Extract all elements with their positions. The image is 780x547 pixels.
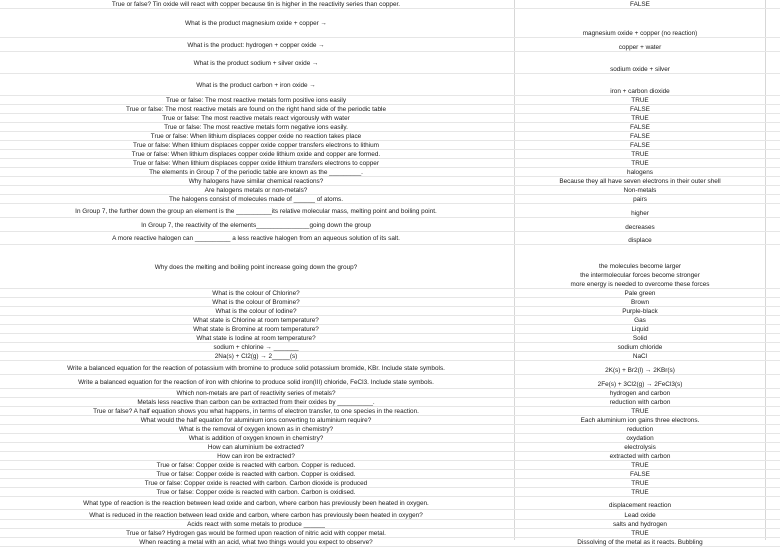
- answer-text: TRUE: [631, 480, 649, 487]
- answer-text: copper + water: [618, 44, 662, 51]
- question-text: What state is Iodine at room temperature?: [196, 335, 316, 342]
- qa-row: [0, 538, 780, 547]
- qa-row: [0, 470, 780, 479]
- question-text: True or false: When lithium displaces copper oxide lithium transfers electrons to copper: [133, 160, 379, 167]
- question-text: What is the product: hydrogen + copper oxide →: [187, 41, 325, 49]
- question-text: Metals less reactive than carbon can be extracted from their oxides by __________.: [137, 399, 375, 406]
- answer-text: sodium oxide + silver: [610, 66, 670, 73]
- qa-row: [0, 168, 780, 177]
- question-text: Which non-metals are part of reactivity series of metals?: [176, 390, 336, 397]
- qa-row: [0, 510, 780, 520]
- answer-text: TRUE: [631, 462, 649, 469]
- answer-text: extracted with carbon: [609, 453, 671, 460]
- answer-text: FALSE: [630, 1, 650, 8]
- question-text: What is the colour of Bromine?: [212, 299, 300, 306]
- answer-text: decreases: [625, 224, 655, 231]
- qa-row: [0, 96, 780, 105]
- qa-row: [0, 407, 780, 416]
- question-text: What would the half equation for aluminium ions converting to aluminium require?: [140, 417, 372, 424]
- qa-row: [0, 38, 780, 52]
- answer-text: reduction with carbon: [609, 399, 671, 406]
- question-text: True or false? A half equation shows you what happens, in terms of electron transfer, to one species in the reaction.: [93, 408, 419, 415]
- qa-row: [0, 416, 780, 425]
- answer-text: FALSE: [630, 142, 650, 149]
- answer-text: FALSE: [630, 471, 650, 478]
- question-text: What is the colour of Chlorine?: [212, 290, 300, 297]
- answer-text: pairs: [633, 196, 647, 203]
- question-text: Why does the melting and boiling point increase going down the group?: [154, 263, 358, 271]
- question-text: In Group 7, the reactivity of the elements_______________going down the group: [141, 221, 371, 229]
- question-cell: [0, 19, 512, 28]
- qa-row: [0, 177, 780, 186]
- qa-row: [0, 389, 780, 398]
- qa-row: [0, 325, 780, 334]
- question-text: True or false: The most reactive metals form negative ions easily.: [164, 124, 348, 131]
- question-text: True or false: The most reactive metals form positive ions easily: [165, 97, 347, 104]
- answer-text: halogens: [627, 169, 653, 176]
- question-cell: [0, 207, 512, 216]
- qa-row: [0, 150, 780, 159]
- question-cell: [0, 499, 512, 508]
- qa-row: [0, 289, 780, 298]
- answer-text: NaCl: [632, 353, 648, 360]
- answer-text: iron + carbon dioxide: [610, 88, 670, 95]
- answer-text: Pale green: [624, 290, 656, 297]
- question-text: Are halogens metals or non-metals?: [204, 187, 308, 194]
- qa-row: [0, 204, 780, 218]
- question-text: What state is Chlorine at room temperature?: [193, 317, 319, 324]
- qa-row: [0, 352, 780, 361]
- answer-text: displacement reaction: [608, 502, 672, 509]
- question-cell: [0, 41, 512, 50]
- question-text: Write a balanced equation for the reaction of potassium with bromine to produce solid potassium bromide, KBr. Include state symbols.: [67, 364, 445, 372]
- qa-row: [0, 361, 780, 375]
- qa-row: [0, 74, 780, 96]
- qa-row: [0, 114, 780, 123]
- question-text: When reacting a metal with an acid, what two things would you expect to observe?: [139, 539, 373, 546]
- qa-row: [0, 488, 780, 497]
- qa-row: [0, 232, 780, 245]
- answer-text: Each aluminium ion gains three electrons.: [580, 417, 700, 424]
- question-text: Why halogens have similar chemical reactions?: [188, 178, 324, 185]
- question-text: True or false: Copper oxide is reacted with carbon. Copper is reduced.: [156, 462, 356, 469]
- question-cell: [0, 221, 512, 230]
- question-text: Acids react with some metals to produce ______: [187, 521, 325, 528]
- qa-row: [0, 298, 780, 307]
- question-text: True or false: When lithium displaces copper oxide copper transfers electrons to lithium: [133, 142, 379, 149]
- question-text: 2Na(s) + Cl2(g) → 2_____(s): [214, 353, 298, 360]
- answer-text: Non-metals: [623, 187, 657, 194]
- qa-row: [0, 105, 780, 114]
- answer-text: TRUE: [631, 115, 649, 122]
- question-text: What state is Bromine at room temperature?: [193, 326, 319, 333]
- answer-text: Solid: [632, 335, 648, 342]
- qa-row: [0, 497, 780, 510]
- qa-row: [0, 52, 780, 74]
- qa-row: [0, 123, 780, 132]
- answer-text: hydrogen and carbon: [609, 390, 671, 397]
- answer-text: 2Fe(s) + 3Cl2(g) → 2FeCl3(s): [597, 381, 683, 388]
- question-text: In Group 7, the further down the group an element is the __________its relative molecular mass, melting point and boiling point.: [75, 207, 437, 215]
- qa-row: [0, 132, 780, 141]
- answer-text: FALSE: [630, 106, 650, 113]
- question-cell: [0, 263, 512, 272]
- answer-text: TRUE: [631, 530, 649, 537]
- question-cell: [0, 234, 512, 243]
- question-text: True or false: When lithium displaces copper oxide lithium oxide and copper are formed.: [131, 151, 381, 158]
- answer-text: reduction: [626, 426, 654, 433]
- question-cell: [0, 81, 512, 90]
- answer-text: displace: [628, 237, 652, 244]
- answer-text: magnesium oxide + copper (no reaction): [582, 30, 698, 37]
- question-cell: [0, 59, 512, 68]
- question-text: The elements in Group 7 of the periodic table are known as the _________.: [149, 169, 363, 176]
- answer-cell: [518, 262, 762, 289]
- qa-row: [0, 186, 780, 195]
- question-text: What is addition of oxygen known in chemistry?: [188, 435, 324, 442]
- answer-text: oxydation: [626, 435, 654, 442]
- question-text: True or false: The most reactive metals react vigorously with water: [162, 115, 350, 122]
- answer-text: TRUE: [631, 151, 649, 158]
- answer-text: FALSE: [630, 124, 650, 131]
- question-text: True or false: Copper oxide is reacted with carbon. Copper is oxidised.: [156, 471, 356, 478]
- answer-text: TRUE: [631, 160, 649, 167]
- answer-text: Brown: [630, 299, 650, 306]
- question-text: How can iron be extracted?: [217, 453, 295, 460]
- qa-row: [0, 159, 780, 168]
- answer-text: FALSE: [630, 133, 650, 140]
- qa-row: [0, 443, 780, 452]
- answer-text: higher: [631, 210, 649, 217]
- question-cell: [0, 364, 512, 373]
- question-text: True or false: The most reactive metals are found on the right hand side of the periodic table: [125, 106, 387, 113]
- qa-row: [0, 434, 780, 443]
- question-text: What is the product carbon + iron oxide →: [196, 81, 316, 89]
- question-text: What is the colour of Iodine?: [215, 308, 297, 315]
- qa-row: [0, 334, 780, 343]
- answer-text: more energy is needed to overcome these forces: [570, 281, 710, 288]
- question-text: True or false: When lithium displaces copper oxide no reaction takes place: [150, 133, 362, 140]
- answer-text: TRUE: [631, 489, 649, 496]
- qa-row: [0, 245, 780, 289]
- answer-text: 2K(s) + Br2(l) → 2KBr(s): [605, 367, 675, 374]
- question-text: How can aluminium be extracted?: [207, 444, 305, 451]
- qa-row: [0, 375, 780, 389]
- answer-text: Because they all have seven electrons in their outer shell: [559, 178, 721, 185]
- qa-row: [0, 195, 780, 204]
- question-text: Write a balanced equation for the reaction of iron with chlorine to produce solid iron(III) chloride, FeCl3. Include state symbols.: [78, 378, 434, 386]
- question-text: True or false: Copper oxide is reacted with carbon. Carbon is oxidised.: [156, 489, 356, 496]
- qa-row: [0, 520, 780, 529]
- question-cell: [0, 378, 512, 387]
- question-text: sodium + chlorine → _______: [213, 344, 299, 351]
- qa-row: [0, 452, 780, 461]
- qa-row: [0, 9, 780, 38]
- answer-text: Purple-black: [622, 308, 658, 315]
- question-text: What is the product sodium + silver oxide →: [193, 59, 319, 67]
- qa-row: [0, 0, 780, 9]
- question-text: What is reduced in the reaction between lead oxide and carbon, where carbon has previously been heated in oxygen?: [89, 511, 423, 519]
- qa-row: [0, 479, 780, 488]
- answer-text: TRUE: [631, 97, 649, 104]
- qa-row: [0, 461, 780, 470]
- question-text: The halogens consist of molecules made of ______ of atoms.: [168, 196, 344, 203]
- answer-text: the intermolecular forces become stronger: [580, 272, 700, 279]
- answer-text: TRUE: [631, 408, 649, 415]
- question-text: A more reactive halogen can __________ a less reactive halogen from an aqueous solution of its salt.: [112, 235, 400, 242]
- question-text: True or false: Copper oxide is reacted with carbon. Carbon dioxide is produced: [144, 480, 368, 487]
- question-text: True or false? Tin oxide will react with copper because tin is higher in the reactivity series than copper.: [111, 1, 401, 8]
- answer-text: electrolysis: [624, 444, 656, 451]
- question-text: What is the product magnesium oxide + copper →: [185, 20, 327, 27]
- qa-row: [0, 307, 780, 316]
- answer-text: Liquid: [631, 326, 649, 333]
- answer-text: sodium chloride: [617, 344, 663, 351]
- qa-row: [0, 316, 780, 325]
- answer-text: salts and hydrogen: [612, 521, 667, 528]
- question-text: What is the removal of oxygen known as in chemistry?: [178, 426, 334, 433]
- question-text: True or false? Hydrogen gas would be formed upon reaction of nitric acid with copper metal.: [126, 530, 386, 537]
- qa-row: [0, 425, 780, 434]
- question-text: What type of reaction is the reaction between lead oxide and carbon, where carbon has previously been heated in oxygen.: [83, 500, 429, 507]
- qa-row: [0, 218, 780, 232]
- qa-row: [0, 529, 780, 538]
- answer-text: Gas: [634, 317, 646, 324]
- qa-row: [0, 398, 780, 407]
- qa-row: [0, 343, 780, 352]
- qa-row: [0, 141, 780, 150]
- answer-text: Dissolving of the metal as it reacts. Bubbling: [577, 539, 703, 546]
- answer-text: the molecules become larger: [598, 263, 682, 270]
- answer-text: Lead oxide: [624, 512, 656, 519]
